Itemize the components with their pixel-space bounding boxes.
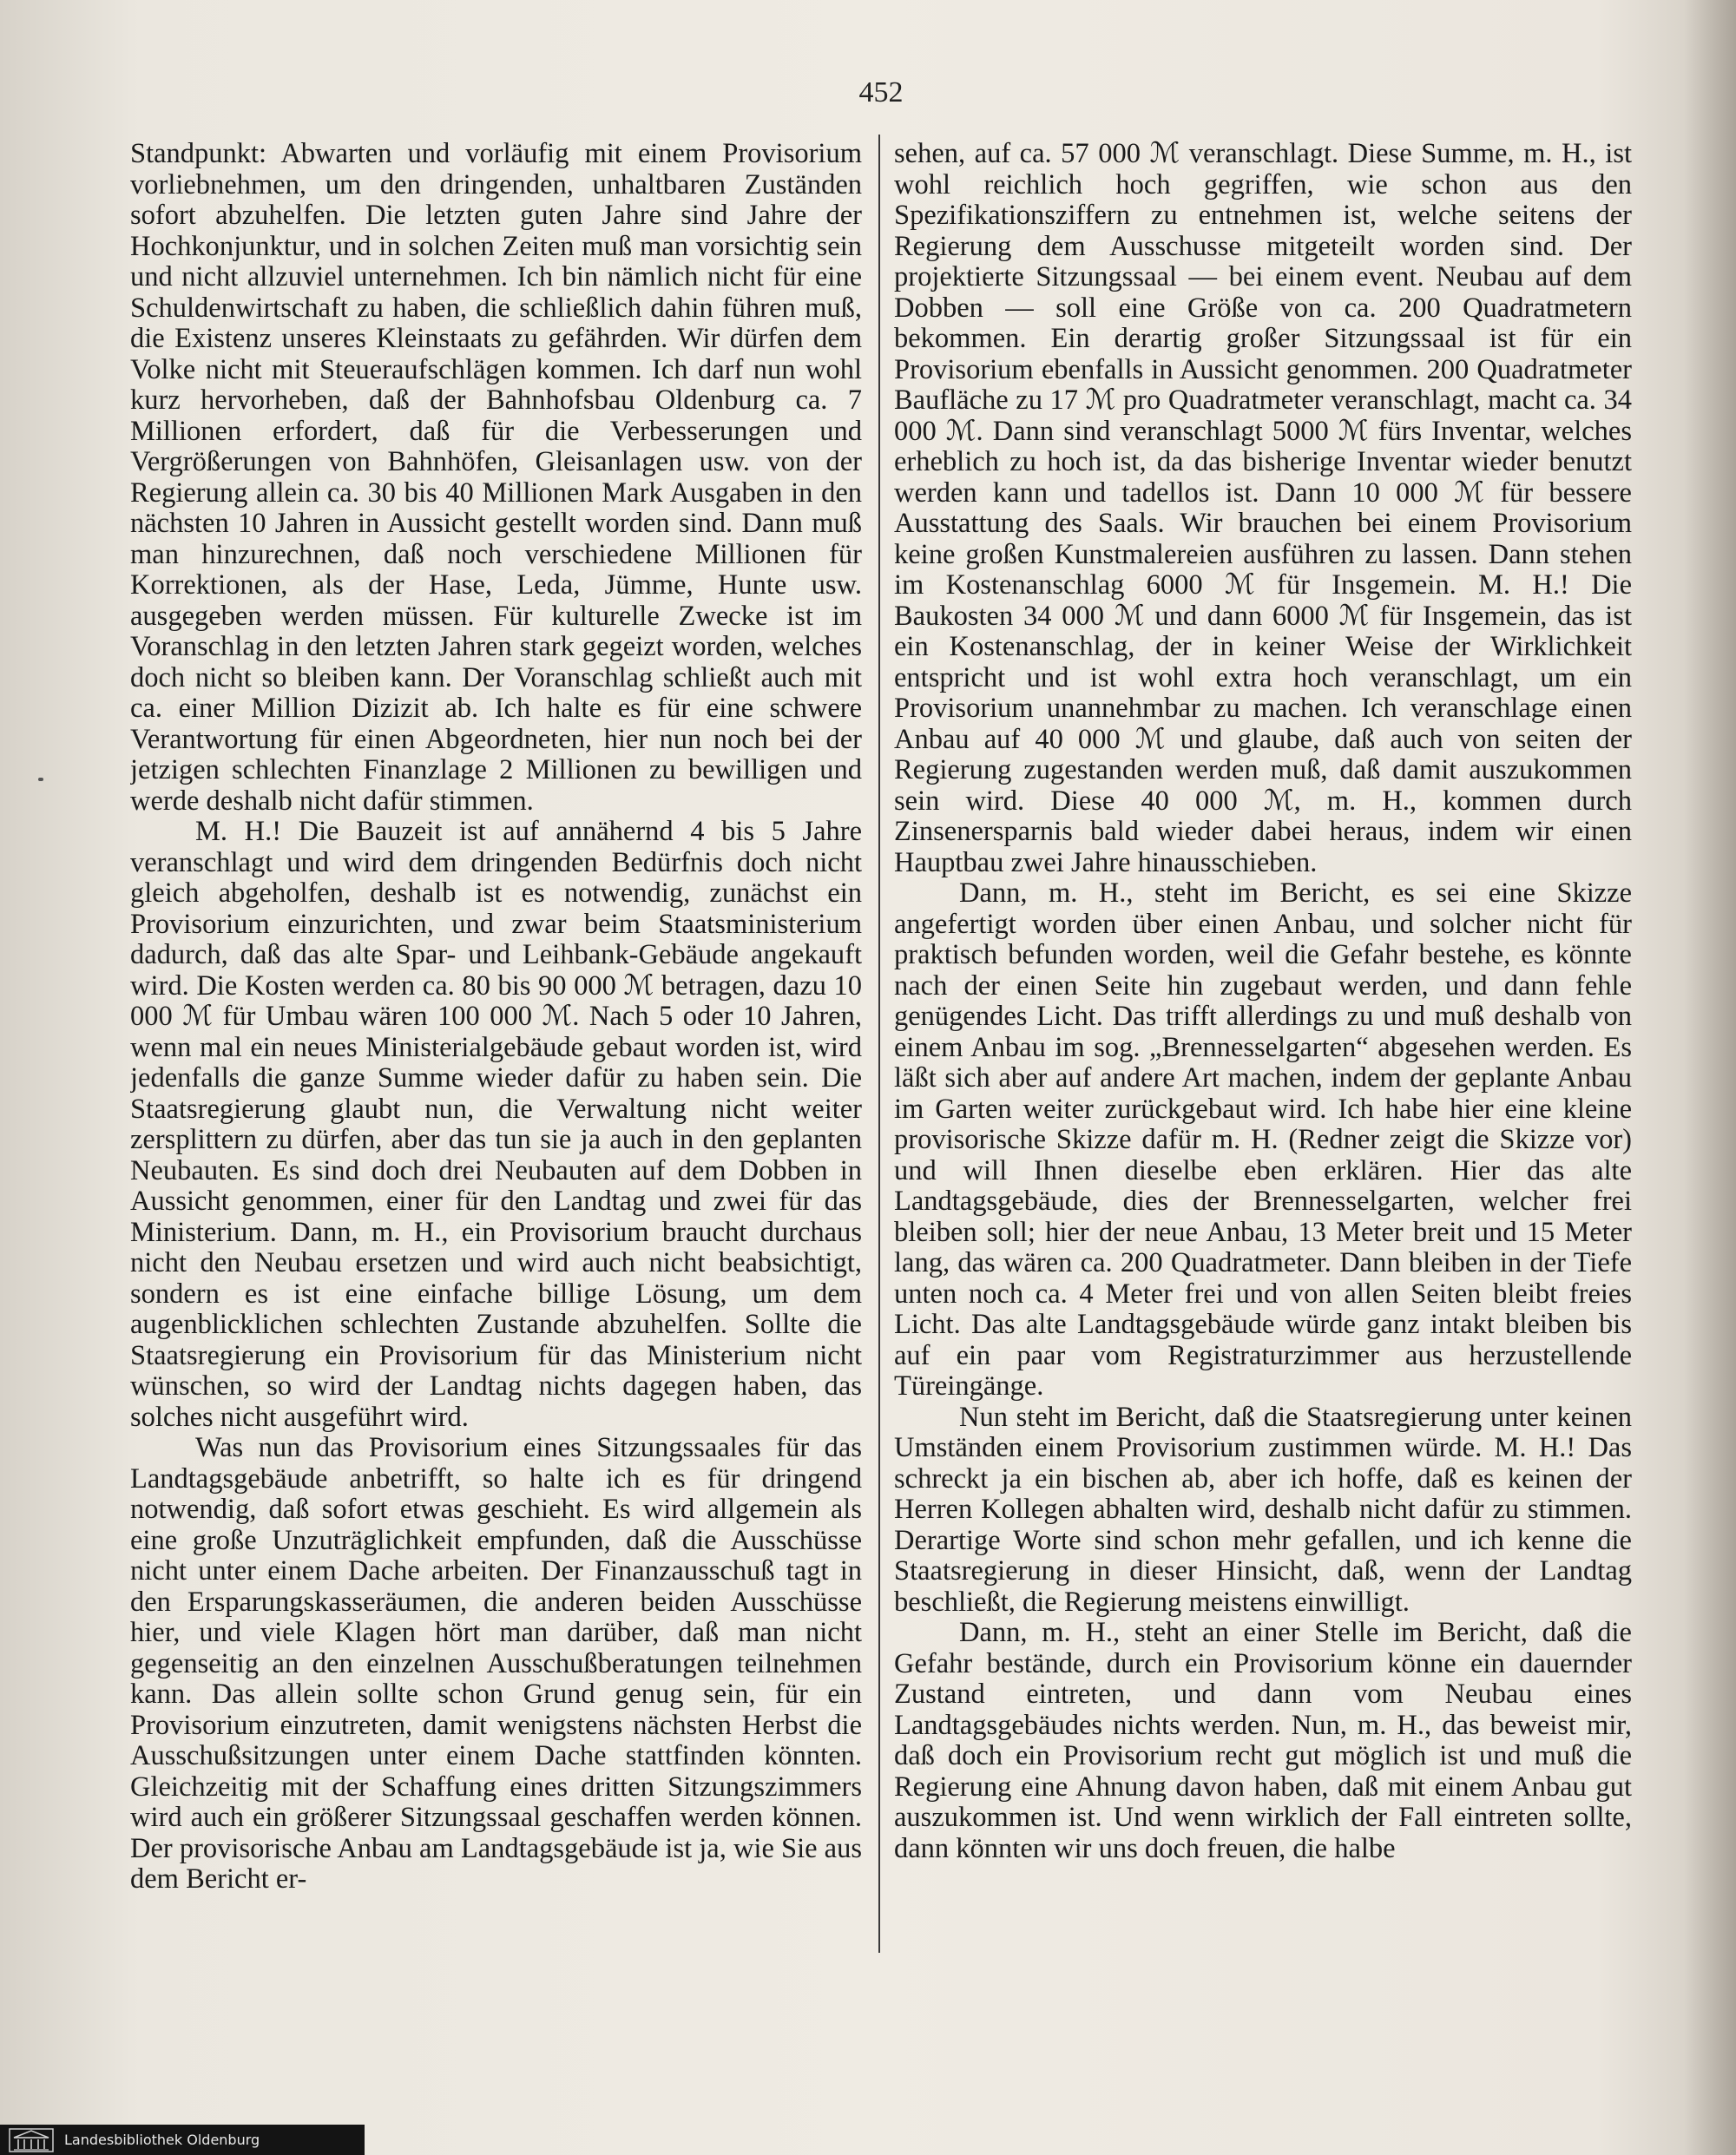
column-divider — [878, 135, 880, 1953]
library-building-icon — [9, 2128, 54, 2152]
left-column — [130, 139, 862, 1953]
left-paragraph-1: Standpunkt: Abwarten und vorläufig mit einem Provisorium vorliebnehmen, um den dringenden, unhaltbaren Zuständen sofort abzuhelfen. Die letzten guten Jahre sind Jahre der Hochkonjunktur, und in solchen Zeiten muß man vorsichtig sein und nicht allzuviel unternehmen. Ich bin nämlich nicht für eine Schuldenwirtschaft zu haben, die schließlich dahin führen muß, die Existenz unseres Kleinstaats zu gefährden. Wir dürfen dem Volke nicht mit Steueraufschlägen kommen. Ich darf nun wohl kurz hervorheben, daß der Bahnhofsbau Oldenburg ca. 7 Millionen erfordert, daß für die Verbesserungen und Vergrößerungen von Bahnhöfen, Gleisanlagen usw. von der Regierung allein ca. 30 bis 40 Millionen Mark Ausgaben in den nächsten 10 Jahren in Aussicht gestellt worden sind. Dann muß man hinzurechnen, daß noch verschiedene Millionen für Korrektionen, als der Hase, Leda, Jümme, Hunte usw. ausgegeben werden müssen. Für kulturelle Zwecke ist im Voranschlag in den letzten Jahren stark gegeizt worden, welches doch nicht so bleiben kann. Der Voranschlag schließt auch mit ca. einer Million Dizizit ab. Ich halte es für eine schwere Verantwortung für einen Abgeordneten, hier nun noch bei der jetzigen schlechten Finanzlage 2 Millionen zu bewilligen und werde deshalb nicht dafür stimmen. — [130, 139, 862, 817]
library-footer — [0, 2125, 365, 2155]
paper-speck — [38, 778, 43, 781]
left-paragraph-2: M. H.! Die Bauzeit ist auf annähernd 4 bis 5 Jahre veranschlagt und wird dem dringenden Bedürfnis doch nicht gleich abgeholfen, deshalb ist es notwendig, zunächst ein Provisorium einzurichten, und zwar beim Staatsministerium dadurch, daß das alte Spar- und Leihbank-Gebäude angekauft wird. Die Kosten werden ca. 80 bis 90 000 ℳ betragen, dazu 10 000 ℳ für Umbau wären 100 000 ℳ. Nach 5 oder 10 Jahren, wenn mal ein neues Ministerialgebäude gebaut worden ist, wird jedenfalls die ganze Summe wieder dafür zu haben sein. Die Staatsregierung glaubt nun, die Verwaltung nicht weiter zersplittern zu dürfen, aber das tun sie ja auch in den geplanten Neubauten. Es sind doch drei Neubauten auf dem Dobben in Aussicht genommen, einer für den Landtag und zwei für das Ministerium. Dann, m. H., ein Provisorium braucht durchaus nicht den Neubau ersetzen und wird auch nicht beabsichtigt, sondern es ist eine einfache billige Lösung, um dem augenblicklichen schlechten Zustande abzuhelfen. Sollte die Staatsregierung ein Provisorium für das Ministerium nicht wünschen, so wird der Landtag nichts dagegen haben, das solches nicht ausgeführt wird. — [130, 816, 862, 1433]
right-paragraph-3: Nun steht im Bericht, daß die Staatsregierung unter keinen Umständen einem Provisorium zustimmen würde. M. H.! Das schreckt ja ein bischen ab, aber ich hoffe, daß es keinen der Herren Kollegen abhalten wird, deshalb nicht dafür zu stimmen. Derartige Worte sind schon mehr gefallen, und ich kenne die Staatsregierung in dieser Hinsicht, daß, wenn der Landtag beschließt, die Regierung meistens einwilligt. — [894, 1401, 1632, 1618]
library-name: Landesbibliothek Oldenburg — [64, 2132, 260, 2148]
page-number: 452 — [858, 76, 904, 108]
spine-shadow — [1684, 0, 1736, 2155]
right-paragraph-4: Dann, m. H., steht an einer Stelle im Bericht, daß die Gefahr bestände, durch ein Provisorium könne ein dauernder Zustand eintreten, und dann vom Neubau eines Landtagsgebäudes nichts werden. Nun, m. H., das beweist mir, daß doch ein Provisorium recht gut möglich ist und muß die Regierung eine Ahnung davon haben, daß mit einem Anbau gut auszukommen ist. Und wenn wirklich der Fall eintreten sollte, dann könnten wir uns doch freuen, die halbe — [894, 1617, 1632, 1864]
right-column — [894, 139, 1632, 1953]
right-paragraph-2: Dann, m. H., steht im Bericht, es sei eine Skizze angefertigt worden über einen Anbau, und solcher nicht für praktisch befunden worden, weil die Gefahr bestehe, es könnte nach der einen Seite hin zugebaut werden, und dann fehle genügendes Licht. Das trifft allerdings zu und muß deshalb von einem Anbau im sog. „Brennesselgarten“ abgesehen werden. Es läßt sich aber auf andere Art machen, indem der geplante Anbau im Garten weiter zurückgebaut wird. Ich habe hier eine kleine provisorische Skizze dafür m. H. (Redner zeigt die Skizze vor) und will Ihnen dieselbe eben erklären. Hier das alte Landtagsgebäude, dies der Brennesselgarten, welcher frei bleiben soll; hier der neue Anbau, 13 Meter breit und 15 Meter lang, das wären ca. 200 Quadratmeter. Dann bleiben in der Tiefe unten noch ca. 4 Meter frei und von allen Seiten bleibt freies Licht. Das alte Landtagsgebäude würde ganz intakt bleiben bis auf ein paar vom Registraturzimmer aus herzustellende Türeingänge. — [894, 877, 1632, 1402]
right-paragraph-1: sehen, auf ca. 57 000 ℳ veranschlagt. Diese Summe, m. H., ist wohl reichlich hoch gegriffen, wie schon aus den Spezifikationsziffern zu entnehmen ist, welche seitens der Regierung dem Ausschusse mitgeteilt worden sind. Der projektierte Sitzungssaal — bei einem event. Neubau auf dem Dobben — soll eine Größe von ca. 200 Quadratmetern bekommen. Ein derartig großer Sitzungssaal ist für ein Provisorium ebenfalls in Aussicht genommen. 200 Quadratmeter Baufläche zu 17 ℳ pro Quadratmeter veranschlagt, macht ca. 34 000 ℳ. Dann sind veranschlagt 5000 ℳ fürs Inventar, welches erheblich zu hoch ist, da das bisherige Inventar wieder benutzt werden kann und tadellos ist. Dann 10 000 ℳ für bessere Ausstattung des Saals. Wir brauchen bei einem Provisorium keine großen Kunstmalereien ausführen zu lassen. Dann stehen im Kostenanschlag 6000 ℳ für Insgemein. M. H.! Die Baukosten 34 000 ℳ und dann 6000 ℳ für Insgemein, das ist ein Kostenanschlag, der in keiner Weise der Wirklichkeit entspricht und ist wohl extra hoch veranschlagt, um ein Provisorium unannehmbar zu machen. Ich veranschlage einen Anbau auf 40 000 ℳ und glaube, daß auch von seiten der Regierung zugestanden werden muß, daß damit auszukommen sein wird. Diese 40 000 ℳ, m. H., kommen durch Zinsenersparnis bald wieder dabei heraus, indem wir einen Hauptbau zwei Jahre hinausschieben. — [894, 139, 1632, 878]
left-paragraph-3: Was nun das Provisorium eines Sitzungssaales für das Landtagsgebäude anbetrifft, so halte ich es für dringend notwendig, daß sofort etwas geschieht. Es wird allgemein als eine große Unzuträglichkeit empfunden, daß die Ausschüsse nicht unter einem Dache arbeiten. Der Finanzausschuß tagt in den Ersparungskasseräumen, die anderen beiden Ausschüsse hier, und viele Klagen hört man darüber, daß man nicht gegenseitig an den einzelnen Ausschußberatungen teilnehmen kann. Das allein sollte schon Grund genug sein, für ein Provisorium einzutreten, damit wenigstens nächsten Herbst die Ausschußsitzungen unter einem Dache stattfinden könnten. Gleichzeitig mit der Schaffung eines dritten Sitzungszimmers wird auch ein größerer Sitzungssaal geschaffen werden können. Der provisorische Anbau am Landtagsgebäude ist ja, wie Sie aus dem Bericht er- — [130, 1432, 862, 1895]
